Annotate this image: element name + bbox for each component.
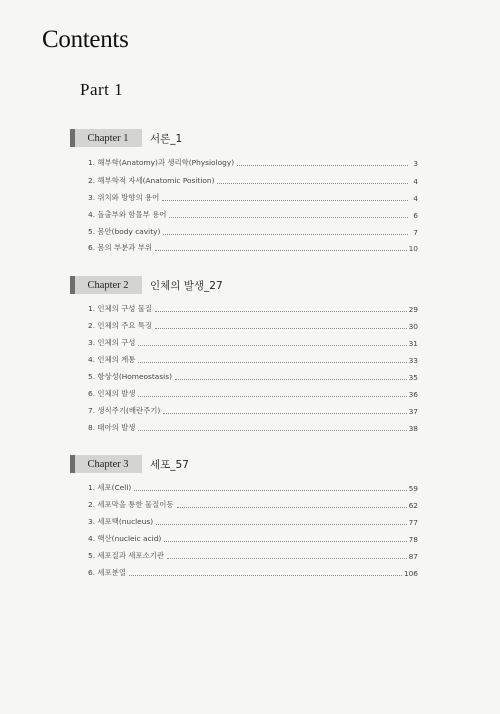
toc-entry[interactable] bbox=[88, 227, 418, 237]
toc-entry-text: 2. 인체의 주요 특징 bbox=[88, 321, 153, 330]
dot-leader bbox=[138, 395, 406, 397]
dot-leader bbox=[129, 574, 402, 576]
chapter-title[interactable]: 인체의 발생_27 bbox=[150, 279, 223, 292]
toc-entry-text: 1. 인체의 구성 물질 bbox=[88, 304, 153, 313]
dot-leader bbox=[162, 199, 408, 201]
toc-entry-page: 4 bbox=[413, 194, 418, 203]
toc-entry-page: 106 bbox=[403, 569, 418, 578]
dot-leader bbox=[237, 164, 408, 166]
toc-entry-page: 35 bbox=[408, 373, 418, 382]
dot-leader bbox=[164, 540, 406, 542]
dot-leader bbox=[138, 344, 406, 346]
toc-entry-text: 1. 세포(Cell) bbox=[88, 483, 132, 492]
toc-entry[interactable] bbox=[88, 158, 418, 168]
dot-leader bbox=[138, 429, 406, 431]
toc-entry[interactable] bbox=[88, 321, 418, 331]
dot-leader bbox=[155, 327, 407, 329]
toc-entry[interactable] bbox=[88, 500, 418, 510]
toc-entry-page: 31 bbox=[408, 339, 418, 348]
toc-entry-page: 59 bbox=[408, 484, 418, 493]
toc-entry[interactable] bbox=[88, 338, 418, 348]
dot-leader bbox=[155, 249, 407, 251]
dot-leader bbox=[167, 557, 407, 559]
dot-leader bbox=[156, 523, 406, 525]
part-title: Part 1 bbox=[80, 80, 124, 99]
dot-leader bbox=[138, 361, 406, 363]
chapter-label: Chapter 2 bbox=[70, 276, 142, 294]
toc-entry-page: 62 bbox=[408, 501, 418, 510]
toc-entry-text: 6. 세포분열 bbox=[88, 568, 126, 577]
chapter-3-heading bbox=[70, 455, 430, 473]
toc-entry-text: 5. 항상성(Homeostasis) bbox=[88, 372, 172, 381]
dot-leader bbox=[169, 216, 408, 218]
toc-entry[interactable] bbox=[88, 551, 418, 561]
chapter-label: Chapter 1 bbox=[70, 129, 142, 147]
toc-entry-text: 1. 해부학(Anatomy)과 생리학(Physiology) bbox=[88, 158, 235, 167]
toc-entry-text: 8. 태아의 발생 bbox=[88, 423, 136, 432]
chapter-title[interactable]: 세포_57 bbox=[150, 458, 189, 471]
toc-entry[interactable] bbox=[88, 304, 418, 314]
toc-entry[interactable] bbox=[88, 406, 418, 416]
chapter-label: Chapter 3 bbox=[70, 455, 142, 473]
dot-leader bbox=[134, 489, 406, 491]
toc-entry-page: 7 bbox=[413, 228, 418, 237]
toc-entry-page: 33 bbox=[408, 356, 418, 365]
toc-entry-text: 2. 세포막을 통한 물질이동 bbox=[88, 500, 174, 509]
toc-entry[interactable] bbox=[88, 534, 418, 544]
toc-entry-page: 77 bbox=[408, 518, 418, 527]
toc-entry-page: 6 bbox=[413, 211, 418, 220]
toc-entry-text: 2. 해부학적 자세(Anatomic Position) bbox=[88, 176, 215, 185]
toc-entry-text: 4. 돌출부와 함몰부 용어 bbox=[88, 210, 167, 219]
toc-entry-page: 37 bbox=[408, 407, 418, 416]
toc-entry-page: 78 bbox=[408, 535, 418, 544]
toc-entry[interactable] bbox=[88, 243, 418, 253]
toc-entry-page: 38 bbox=[408, 424, 418, 433]
toc-entry-text: 5. 몸안(body cavity) bbox=[88, 227, 161, 236]
chapter-1-heading bbox=[70, 129, 430, 147]
toc-entry-text: 3. 세포핵(nucleus) bbox=[88, 517, 154, 526]
toc-entry-page: 29 bbox=[408, 305, 418, 314]
page-title: Contents bbox=[42, 26, 129, 53]
toc-entry-text: 3. 위치와 방향의 용어 bbox=[88, 193, 160, 202]
toc-entry-page: 10 bbox=[408, 244, 418, 253]
toc-entry-text: 3. 인체의 구성 bbox=[88, 338, 136, 347]
toc-entry[interactable] bbox=[88, 483, 418, 493]
chapter-2-heading bbox=[70, 276, 430, 294]
toc-entry-page: 30 bbox=[408, 322, 418, 331]
toc-entry-text: 6. 인체의 발생 bbox=[88, 389, 136, 398]
toc-entry[interactable] bbox=[88, 176, 418, 186]
toc-entry-text: 4. 인체의 계통 bbox=[88, 355, 136, 364]
toc-entry[interactable] bbox=[88, 372, 418, 382]
toc-entry-text: 4. 핵산(nucleic acid) bbox=[88, 534, 162, 543]
toc-entry[interactable] bbox=[88, 568, 418, 578]
toc-entry-page: 4 bbox=[413, 177, 418, 186]
toc-entry[interactable] bbox=[88, 517, 418, 527]
dot-leader bbox=[163, 233, 408, 235]
toc-entry[interactable] bbox=[88, 355, 418, 365]
toc-entry-page: 87 bbox=[408, 552, 418, 561]
dot-leader bbox=[175, 378, 407, 380]
dot-leader bbox=[155, 310, 407, 312]
dot-leader bbox=[177, 506, 407, 508]
chapter-title[interactable]: 서론_1 bbox=[150, 132, 183, 145]
toc-entry-page: 3 bbox=[413, 159, 418, 168]
dot-leader bbox=[163, 412, 406, 414]
toc-entry[interactable] bbox=[88, 210, 418, 220]
toc-entry-text: 5. 세포질과 세포소기관 bbox=[88, 551, 165, 560]
toc-entry-text: 7. 생식주기(배란주기) bbox=[88, 406, 161, 415]
toc-entry-text: 6. 몸의 부분과 부위 bbox=[88, 243, 153, 252]
toc-entry[interactable] bbox=[88, 423, 418, 433]
toc-entry[interactable] bbox=[88, 389, 418, 399]
dot-leader bbox=[217, 182, 408, 184]
toc-entry-page: 36 bbox=[408, 390, 418, 399]
toc-entry[interactable] bbox=[88, 193, 418, 203]
